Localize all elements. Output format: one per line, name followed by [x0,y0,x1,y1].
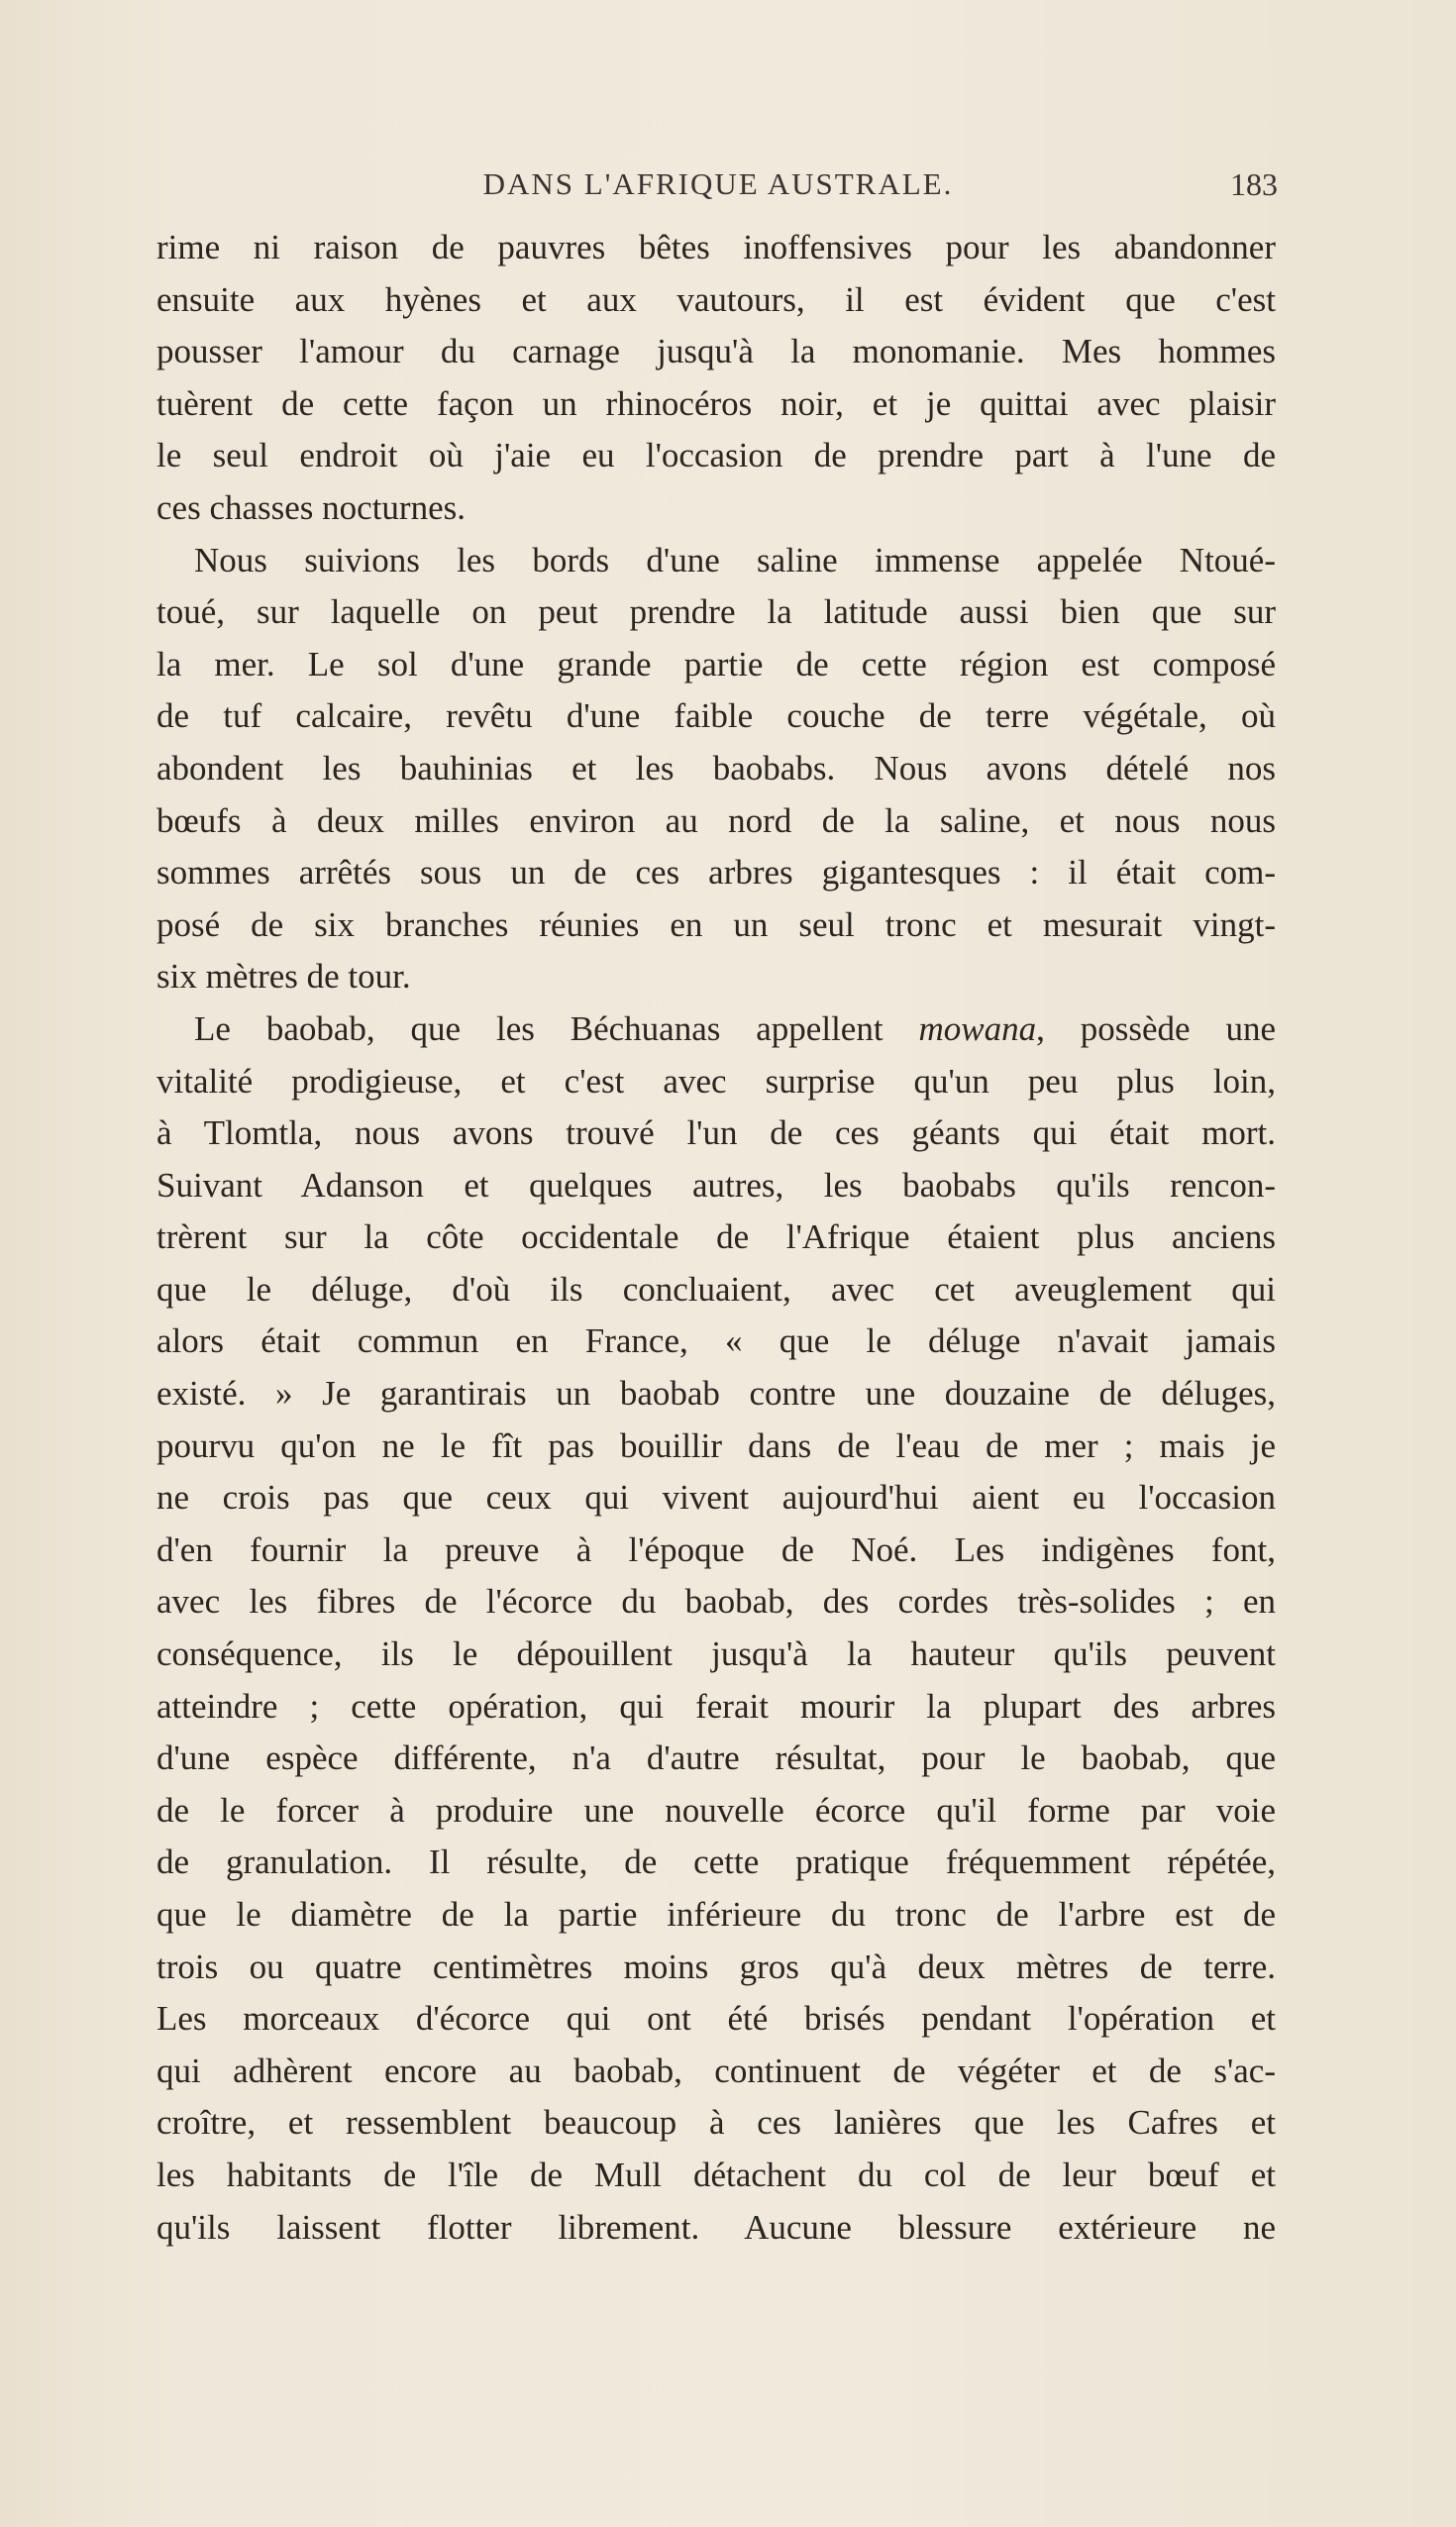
text-line: de granulation. Il résulte, de cette pratique fréquemment répétée, [156,1843,1276,1882]
text-line: d'une espèce différente, n'a d'autre résultat, pour le baobab, que [156,1738,1276,1778]
text-line: à Tlomtla, nous avons trouvé l'un de ces géants qui était mort. [156,1113,1276,1153]
text-line: atteindre ; cette opération, qui ferait mourir la plupart des arbres [156,1686,1276,1726]
text-line: pourvu qu'on ne le fît pas bouillir dans de l'eau de mer ; mais je [156,1425,1276,1465]
text-line: que le déluge, d'où ils concluaient, avec cet aveuglement qui [156,1269,1276,1309]
body-text [156,222,1276,2254]
text-line: vitalité prodigieuse, et c'est avec surprise qu'un peu plus loin, [156,1061,1276,1101]
text-line: d'en fournir la preuve à l'époque de Noé. Les indigènes font, [156,1529,1276,1569]
italic-word: mowana [918,1008,1037,1048]
text-line: posé de six branches réunies en un seul tronc et mesurait vingt- [156,904,1276,944]
text-line: abondent les bauhinias et les baobabs. Nous avons dételé nos [156,748,1276,788]
text-line: la mer. Le sol d'une grande partie de cette région est composé [156,644,1276,684]
text-line: ne crois pas que ceux qui vivent aujourd'hui aient eu l'occasion [156,1478,1276,1518]
text-line: bœufs à deux milles environ au nord de la saline, et nous nous [156,800,1276,840]
page-number: 183 [1230,166,1278,202]
text-line: que le diamètre de la partie inférieure du tronc de l'arbre est de [156,1895,1276,1934]
text-line: avec les fibres de l'écorce du baobab, des cordes très-solides ; en [156,1582,1276,1622]
text-line: ces chasses nocturnes. [156,487,466,527]
text-line: le seul endroit où j'aie eu l'occasion de prendre part à l'une de [156,436,1276,475]
text-line: sommes arrêtés sous un de ces arbres gigantesques : il était com- [156,853,1276,893]
text-line: de le forcer à produire une nouvelle écorce qu'il forme par voie [156,1790,1276,1830]
text-line-mixed [156,1003,1276,1056]
text-segment: Le baobab, que les Béchuanas appellent [194,1008,884,1048]
text-line: toué, sur laquelle on peut prendre la latitude aussi bien que sur [156,592,1276,632]
text-line: qui adhèrent encore au baobab, continuent de végéter et de s'ac- [156,2051,1276,2090]
text-line: pousser l'amour du carnage jusqu'à la monomanie. Mes hommes [156,332,1276,371]
text-line: alors était commun en France, « que le déluge n'avait jamais [156,1321,1276,1361]
text-line: Nous suivions les bords d'une saline immense appelée Ntoué- [194,540,1276,579]
text-line: Les morceaux d'écorce qui ont été brisés pendant l'opération et [156,1999,1276,2039]
text-line: de tuf calcaire, revêtu d'une faible couche de terre végétale, où [156,696,1276,736]
text-line: trois ou quatre centimètres moins gros qu'à deux mètres de terre. [156,1947,1276,1986]
text-line: conséquence, ils le dépouillent jusqu'à la hauteur qu'ils peuvent [156,1634,1276,1674]
text-line: qu'ils laissent flotter librement. Aucune blessure extérieure ne [156,2207,1276,2247]
text-line: ensuite aux hyènes et aux vautours, il est évident que c'est [156,279,1276,319]
text-line: rime ni raison de pauvres bêtes inoffensives pour les abandonner [156,228,1276,266]
text-line: existé. » Je garantirais un baobab contre une douzaine de déluges, [156,1374,1276,1414]
text-line: six mètres de tour. [156,957,411,997]
text-line: croître, et ressemblent beaucoup à ces lanières que les Cafres et [156,2103,1276,2143]
text-segment: , possède une [1036,1008,1276,1048]
text-line: tuèrent de cette façon un rhinocéros noir, et je quittai avec plaisir [156,383,1276,423]
text-line: Suivant Adanson et quelques autres, les baobabs qu'ils rencon- [156,1165,1276,1205]
running-title: DANS L'AFRIQUE AUSTRALE. [482,166,954,201]
text-line: les habitants de l'île de Mull détachent du col de leur bœuf et [156,2155,1276,2194]
running-head [158,166,1278,206]
text-line: trèrent sur la côte occidentale de l'Afrique étaient plus anciens [156,1217,1276,1257]
